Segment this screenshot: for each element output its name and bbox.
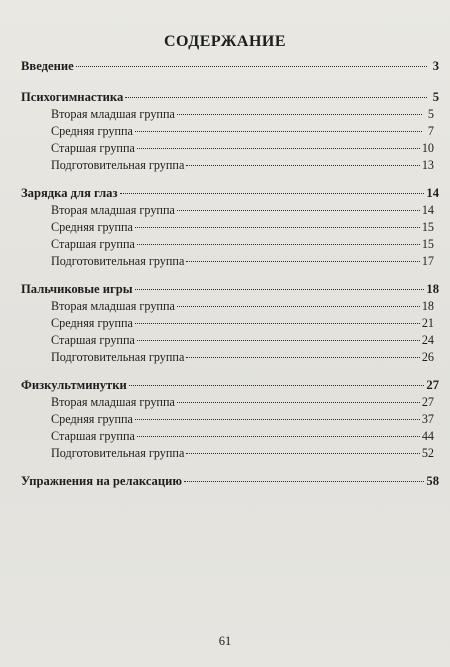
toc-entry-label: Психогимнастика [21, 90, 124, 104]
toc-subentry [21, 445, 439, 462]
toc-subentry-label: Подготовительная группа [51, 446, 185, 460]
table-of-contents [21, 58, 439, 490]
toc-subentry [21, 349, 439, 366]
toc-entry-finger-games [21, 281, 439, 298]
toc-subentry-label: Средняя группа [51, 412, 133, 426]
dot-leader [135, 288, 425, 290]
toc-subentry [21, 394, 439, 411]
toc-entry-page: 18 [426, 282, 439, 296]
toc-subentry-page: 13 [421, 158, 434, 172]
toc-entry-label: Зарядка для глаз [21, 186, 118, 200]
toc-subentry-page: 7 [427, 124, 434, 138]
toc-subentry-label: Подготовительная группа [51, 158, 185, 172]
toc-subentry [21, 315, 439, 332]
toc-subentry-label: Средняя группа [51, 124, 133, 138]
dot-leader [186, 260, 419, 262]
dot-leader [120, 192, 425, 194]
toc-subentry [21, 411, 439, 428]
toc-subentry-label: Вторая младшая группа [51, 299, 175, 313]
toc-entry-eye-exercises [21, 185, 439, 202]
toc-subentry-page: 18 [421, 299, 434, 313]
toc-entry-page: 14 [426, 186, 439, 200]
dot-leader [135, 130, 422, 132]
dot-leader [135, 226, 420, 228]
dot-leader [177, 209, 420, 211]
toc-subentry-page: 17 [421, 254, 434, 268]
toc-subentry-page: 5 [427, 107, 434, 121]
toc-subentry-page: 15 [421, 220, 434, 234]
toc-subentry-label: Вторая младшая группа [51, 107, 175, 121]
toc-subentry-label: Старшая группа [51, 429, 135, 443]
toc-entry-label: Введение [21, 59, 74, 73]
toc-subentry-page: 26 [421, 350, 434, 364]
toc-subentry-page: 24 [421, 333, 434, 347]
toc-subentry [21, 236, 439, 253]
toc-entry-page: 58 [426, 474, 439, 488]
toc-subentry [21, 123, 439, 140]
toc-subentry [21, 157, 439, 174]
toc-subentry-page: 52 [421, 446, 434, 460]
dot-leader [177, 113, 422, 115]
dot-leader [137, 435, 420, 437]
toc-subentry [21, 219, 439, 236]
dot-leader [135, 322, 420, 324]
dot-leader [129, 384, 425, 386]
toc-entry-label: Пальчиковые игры [21, 282, 133, 296]
toc-subentry-page: 44 [421, 429, 434, 443]
toc-entry-label: Упражнения на релаксацию [21, 474, 182, 488]
toc-subentry [21, 298, 439, 315]
toc-entry-label: Физкультминутки [21, 378, 127, 392]
dot-leader [137, 147, 420, 149]
toc-subentry-page: 37 [421, 412, 434, 426]
dot-leader [177, 401, 420, 403]
toc-subentry [21, 332, 439, 349]
dot-leader [177, 305, 420, 307]
toc-subentry-label: Средняя группа [51, 316, 133, 330]
dot-leader [186, 356, 419, 358]
dot-leader [137, 243, 420, 245]
dot-leader [125, 96, 427, 98]
dot-leader [76, 65, 427, 67]
toc-entry-phys-minutes [21, 377, 439, 394]
toc-subentry [21, 106, 439, 123]
toc-entry-page: 3 [432, 59, 439, 73]
toc-subentry [21, 428, 439, 445]
toc-entry-page: 27 [426, 378, 439, 392]
toc-subentry-label: Вторая младшая группа [51, 203, 175, 217]
toc-entry-psychogymnastics [21, 89, 439, 106]
dot-leader [137, 339, 420, 341]
dot-leader [184, 480, 424, 482]
dot-leader [186, 164, 419, 166]
toc-subentry-label: Старшая группа [51, 333, 135, 347]
toc-subentry-page: 21 [421, 316, 434, 330]
contents-title: СОДЕРЖАНИЕ [163, 33, 287, 50]
page-number: 61 [218, 634, 232, 648]
toc-subentry-label: Подготовительная группа [51, 254, 185, 268]
toc-subentry [21, 202, 439, 219]
toc-subentry-label: Средняя группа [51, 220, 133, 234]
toc-subentry-page: 14 [421, 203, 434, 217]
toc-subentry-label: Вторая младшая группа [51, 395, 175, 409]
toc-subentry-label: Старшая группа [51, 141, 135, 155]
toc-subentry [21, 253, 439, 270]
toc-subentry-page: 27 [421, 395, 434, 409]
toc-subentry [21, 140, 439, 157]
toc-subentry-page: 15 [421, 237, 434, 251]
toc-subentry-label: Подготовительная группа [51, 350, 185, 364]
toc-entry-relaxation [21, 473, 439, 490]
dot-leader [135, 418, 420, 420]
toc-subentry-label: Старшая группа [51, 237, 135, 251]
toc-subentry-page: 10 [421, 141, 434, 155]
toc-entry-page: 5 [432, 90, 439, 104]
toc-entry-intro [21, 58, 439, 75]
dot-leader [186, 452, 419, 454]
